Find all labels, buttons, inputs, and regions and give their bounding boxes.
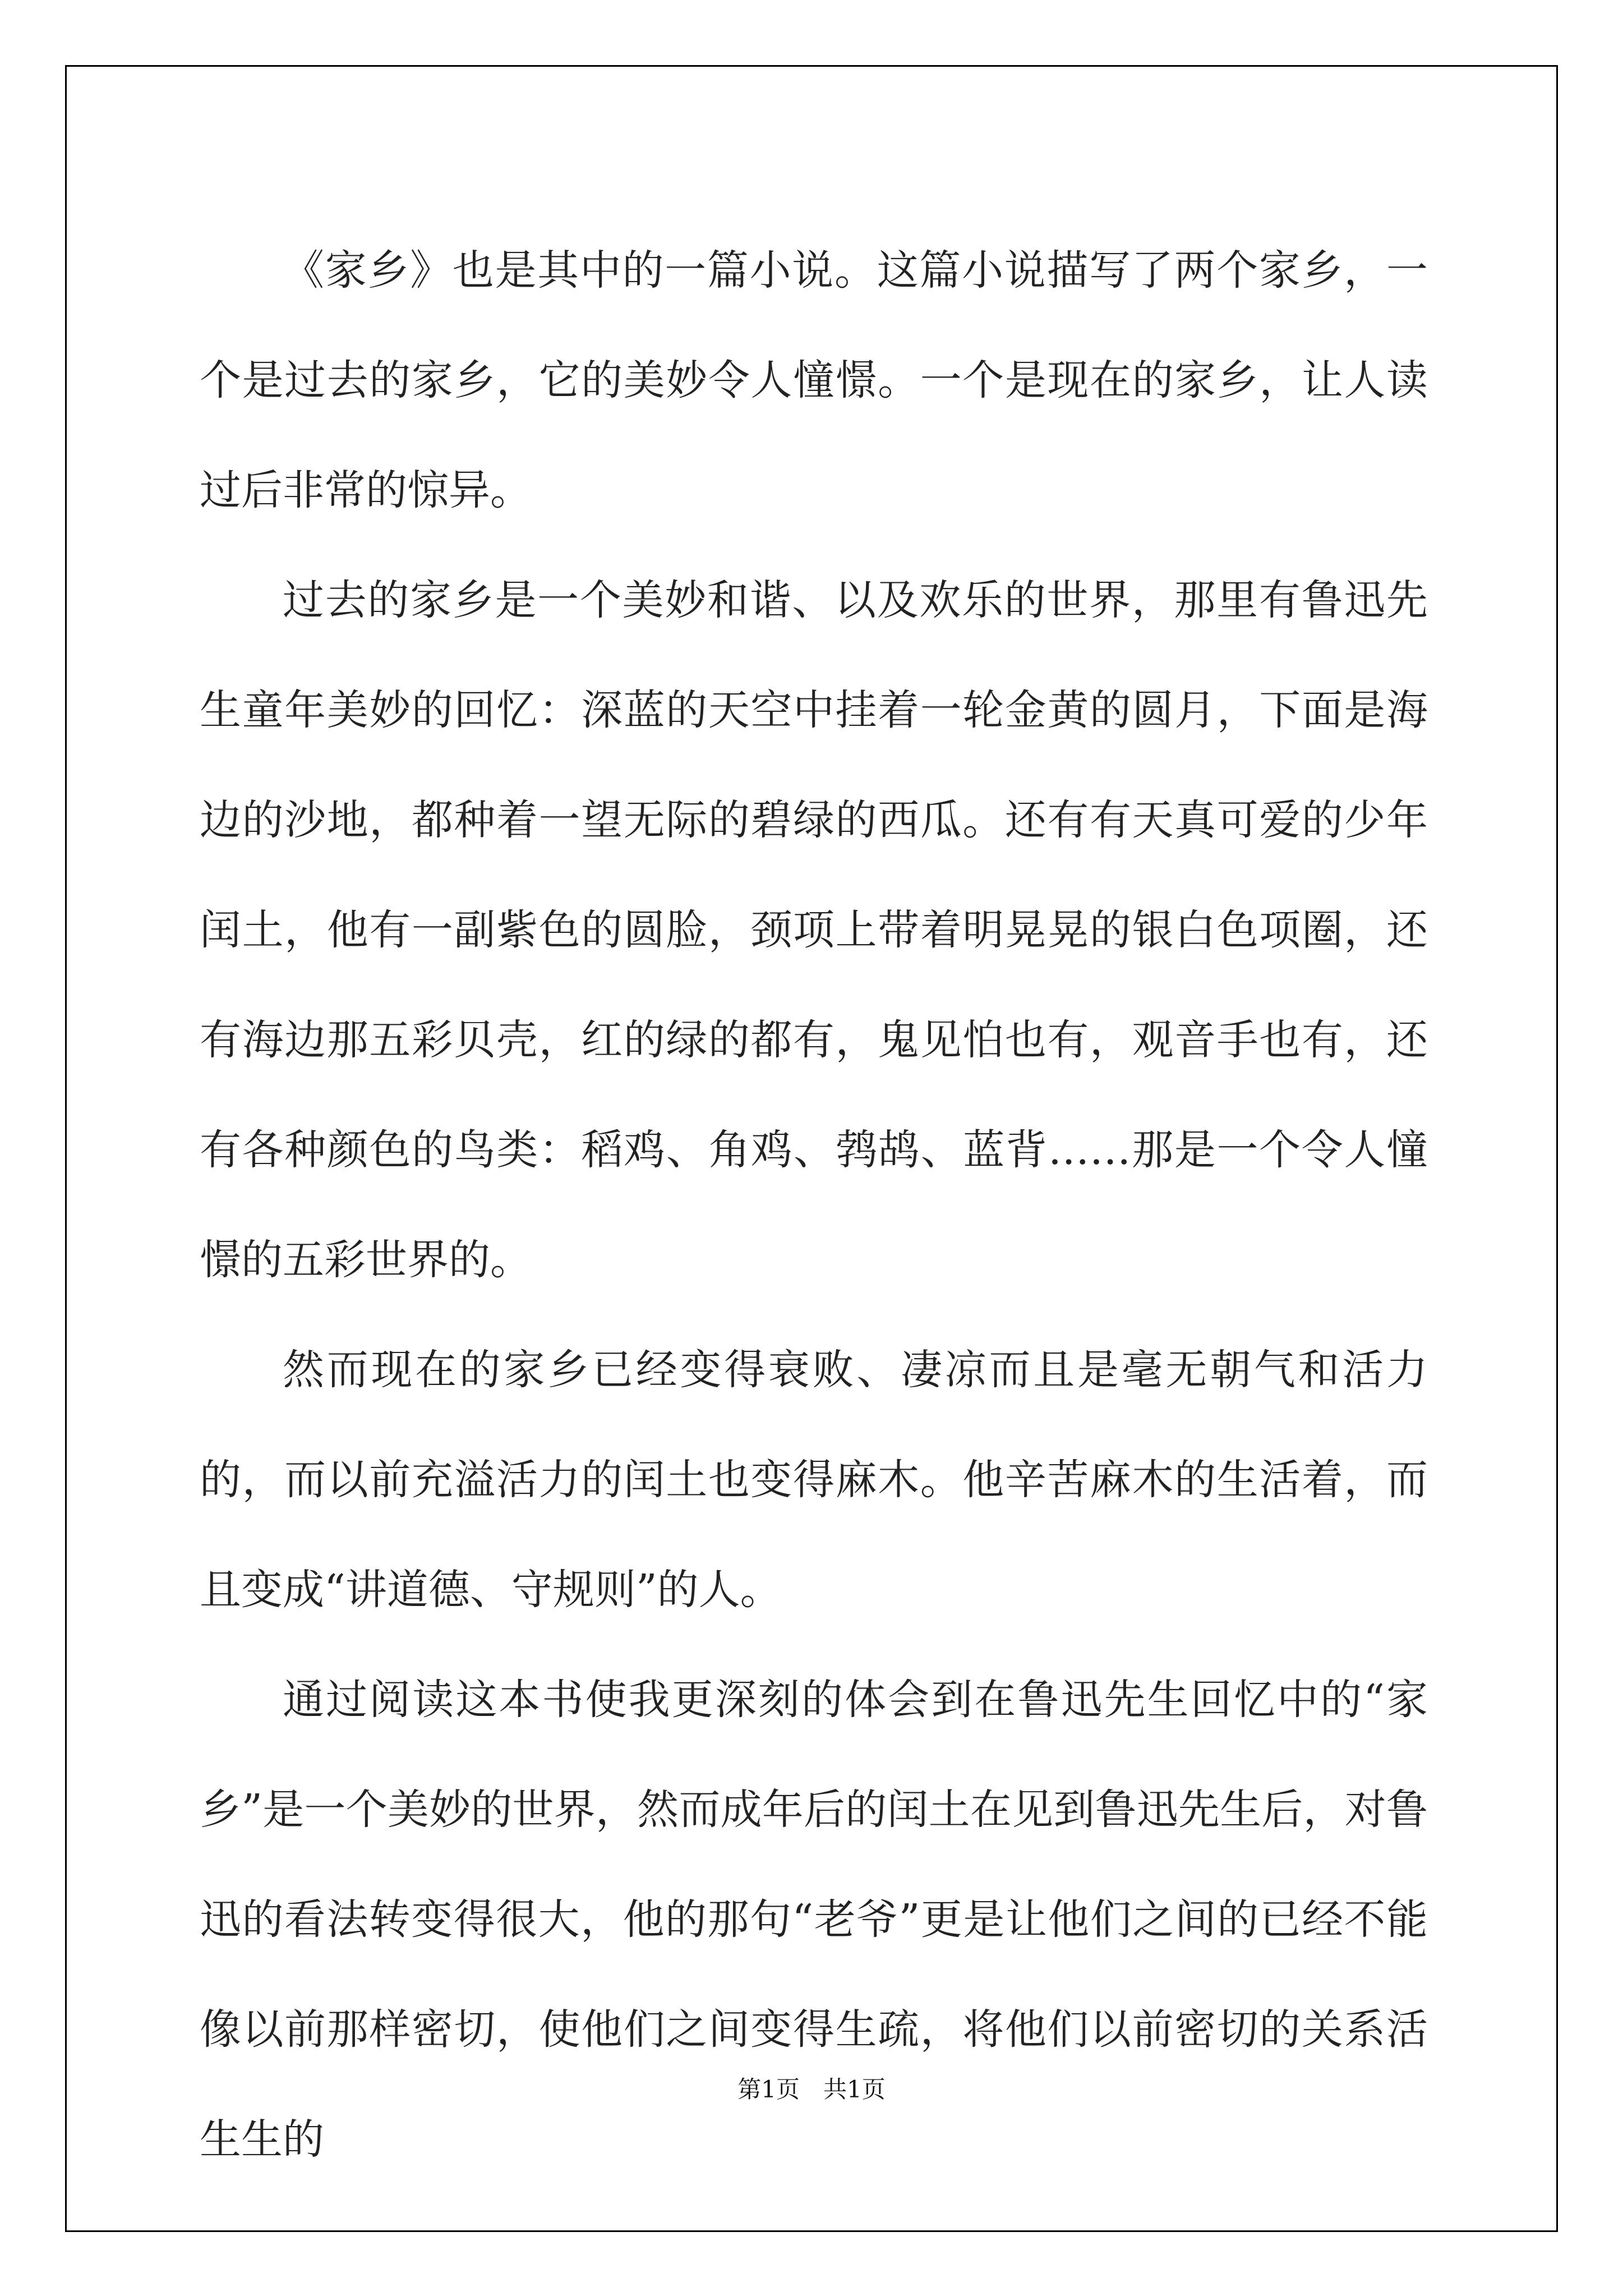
paragraph: 过去的家乡是一个美妙和谐、以及欢乐的世界，那里有鲁迅先生童年美妙的回忆：深蓝的天空中挂着一轮金黄的圆月，下面是海边的沙地，都种着一望无际的碧绿的西瓜。还有有天真可爱的少年闰土，他有一副紫色的圆脸，颈项上带着明晃晃的银白色项圈，还有海边那五彩贝壳，红的绿的都有，鬼见怕也有，观音手也有，还有各种颜色的鸟类：稻鸡、角鸡、鹁鸪、蓝背……那是一个令人憧憬的五彩世界的。 [200,576,1428,1284]
page-number: 第1页 共1页 [737,2076,886,2103]
paragraph: 然而现在的家乡已经变得衰败、凄凉而且是毫无朝气和活力的，而以前充溢活力的闰土也变得麻木。他辛苦麻木的生活着，而且变成“讲道德、守规则”的人。 [200,1346,1428,1614]
document-body [200,215,1428,2194]
page-footer [0,2073,1623,2106]
paragraph: 《家乡》也是其中的一篇小说。这篇小说描写了两个家乡，一个是过去的家乡，它的美妙令人憧憬。一个是现在的家乡，让人读过后非常的惊异。 [200,246,1428,514]
paragraph: 通过阅读这本书使我更深刻的体会到在鲁迅先生回忆中的“家乡”是一个美妙的世界，然而成年后的闰土在见到鲁迅先生后，对鲁迅的看法转变得很大，他的那句“老爷”更是让他们之间的已经不能像以前那样密切，使他们之间变得生疏，将他们以前密切的关系活生生的 [200,1676,1428,2164]
